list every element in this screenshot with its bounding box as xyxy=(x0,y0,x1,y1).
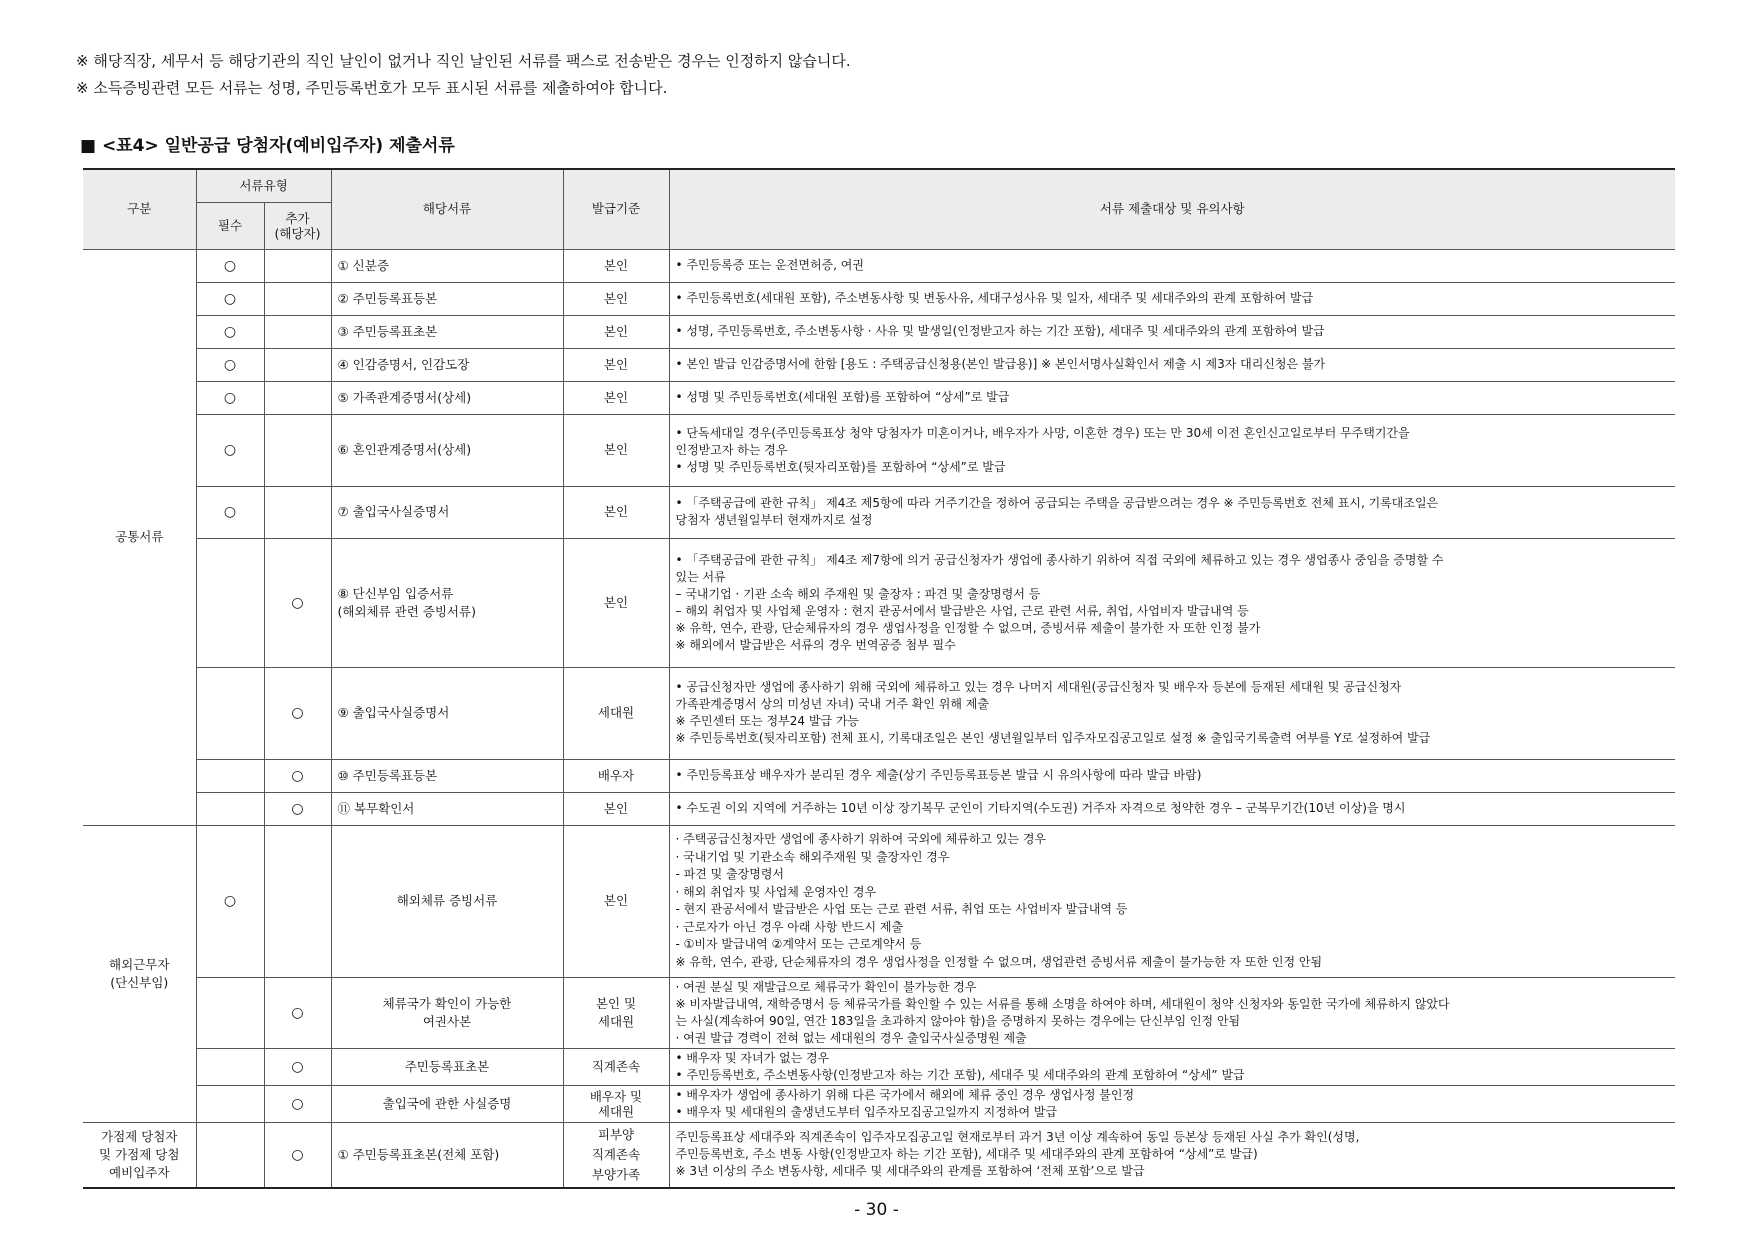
description: • 주민등록증 또는 운전면허증, 여권 xyxy=(669,249,1675,282)
description: • 배우자 및 자녀가 없는 경우 • 주민등록번호, 주소변동사항(인정받고자 하는 기간 포함), 세대주 및 세대주와의 관계 포함하여 “상세” 발급 xyxy=(669,1048,1675,1085)
table-row xyxy=(83,977,1675,1048)
note-2: ※ 소득증빙관련 모든 서류는 성명, 주민등록번호가 모두 표시된 서류를 제출하여야 합니다. xyxy=(76,79,668,97)
additional-cell xyxy=(264,249,331,282)
document-name: 출입국에 관한 사실증명 xyxy=(331,1085,563,1122)
table-row xyxy=(83,381,1675,414)
issuer: 본인 xyxy=(563,249,669,282)
issuer: 배우자 및 세대원 xyxy=(563,1085,669,1122)
required-mark: ○ xyxy=(196,414,264,486)
table-row xyxy=(83,414,1675,486)
description: 주민등록표상 세대주와 직계존속이 입주자모집공고일 현재로부터 과거 3년 이상 계속하여 동일 등본상 등재된 사실 추가 확인(성명, 주민등록번호, 주소 변동 사항(인정받고자 하는 기간 포함), 세대주 및 세대주와의 관계 포함하여 “상세”로 발급) ※ 3년 이상의 주소 변동사항, 세대주 및 세대주와의 관계를 포함하여 ‘전체 포함’으로 발급 xyxy=(669,1122,1675,1188)
issuer: 본인 xyxy=(563,315,669,348)
group-overseas: 해외근무자 (단신부임) xyxy=(83,825,196,1122)
description: • 「주택공급에 관한 규칙」 제4조 제5항에 따라 거주기간을 정하여 공급되는 주택을 공급받으려는 경우 ※ 주민등록번호 전체 표시, 기록대조일은 당첨자 생년월일부터 현재까지로 설정 xyxy=(669,486,1675,538)
required-mark: ○ xyxy=(196,486,264,538)
header-doc-type: 서류유형 xyxy=(196,169,331,202)
issuer: 본인 및 세대원 xyxy=(563,977,669,1048)
description: · 주택공급신청자만 생업에 종사하기 위하여 국외에 체류하고 있는 경우 · 국내기업 및 기관소속 해외주재원 및 출장자인 경우 - 파견 및 출장명령서 · 해외 취업자 및 사업체 운영자인 경우 - 현지 관공서에서 발급받은 사업 또는 근로 관련 서류, 취업 또는 사업비자 발급내역 등 · 근로자가 아닌 경우 아래 사항 반드시 제출 - ①비자 발급내역 ②계약서 또는 근로계약서 등 ※ 유학, 연수, 관광, 단순체류자의 경우 생업사정을 인정할 수 없으며, 생업관련 증빙서류 제출이 불가능한 자 또한 인정 안됨 xyxy=(669,825,1675,977)
document-name: ⑨ 출입국사실증명서 xyxy=(331,667,563,759)
issuer: 본인 xyxy=(563,792,669,825)
description: • 성명 및 주민등록번호(세대원 포함)를 포함하여 “상세”로 발급 xyxy=(669,381,1675,414)
issuer: 본인 xyxy=(563,414,669,486)
required-cell xyxy=(196,977,264,1048)
table-row xyxy=(83,486,1675,538)
notes xyxy=(76,48,851,102)
additional-mark: ○ xyxy=(264,977,331,1048)
additional-cell xyxy=(264,315,331,348)
header-issuer: 발급기준 xyxy=(563,169,669,249)
group-common: 공통서류 xyxy=(83,249,196,825)
additional-cell xyxy=(264,414,331,486)
document-name: ⑩ 주민등록표등본 xyxy=(331,759,563,792)
table-row xyxy=(83,315,1675,348)
document-name: ④ 인감증명서, 인감도장 xyxy=(331,348,563,381)
required-mark: ○ xyxy=(196,315,264,348)
document-name: 주민등록표초본 xyxy=(331,1048,563,1085)
additional-mark: ○ xyxy=(264,667,331,759)
document-name: ⑦ 출입국사실증명서 xyxy=(331,486,563,538)
required-cell xyxy=(196,667,264,759)
description: • 「주택공급에 관한 규칙」 제4조 제7항에 의거 공급신청자가 생업에 종사하기 위하여 직접 국외에 체류하고 있는 경우 생업종사 중임을 증명할 수 있는 서류 – 국내기업 · 기관 소속 해외 주재원 및 출장자 : 파견 및 출장명령서 등 – 해외 취업자 및 사업체 운영자 : 현지 관공서에서 발급받은 사업, 근로 관련 서류, 취업, 사업비자 발급내역 등 ※ 유학, 연수, 관광, 단순체류자의 경우 생업사정을 인정할 수 없으며, 증빙서류 제출이 불가한 자 또한 인정 불가 ※ 해외에서 발급받은 서류의 경우 번역공증 첨부 필수 xyxy=(669,538,1675,667)
table-row xyxy=(83,249,1675,282)
section-title: ■ <표4> 일반공급 당첨자(예비입주자) 제출서류 xyxy=(80,136,455,156)
header-document: 해당서류 xyxy=(331,169,563,249)
group-parttime: 가점제 당첨자 및 가점제 당첨 예비입주자 xyxy=(83,1122,196,1188)
required-mark: ○ xyxy=(196,249,264,282)
required-mark: ○ xyxy=(196,282,264,315)
issuer: 세대원 xyxy=(563,667,669,759)
document-name: ⑪ 복무확인서 xyxy=(331,792,563,825)
header-required: 필수 xyxy=(196,202,264,249)
description: • 공급신청자만 생업에 종사하기 위해 국외에 체류하고 있는 경우 나머지 세대원(공급신청자 및 배우자 등본에 등재된 세대원 및 공급신청자 가족관계증명서 상의 미성년 자녀) 국내 거주 확인 위해 제출 ※ 주민센터 또는 정부24 발급 가능 ※ 주민등록번호(뒷자리포함) 전체 표시, 기록대조일은 본인 생년월일부터 입주자모집공고일로 설정 ※ 출입국기록출력 여부를 Y로 설정하여 발급 xyxy=(669,667,1675,759)
document-name: ③ 주민등록표초본 xyxy=(331,315,563,348)
description: • 본인 발급 인감증명서에 한함 [용도 : 주택공급신청용(본인 발급용)] ※ 본인서명사실확인서 제출 시 제3자 대리신청은 불가 xyxy=(669,348,1675,381)
header-additional: 추가 (해당자) xyxy=(264,202,331,249)
issuer: 본인 xyxy=(563,348,669,381)
additional-mark: ○ xyxy=(264,792,331,825)
header-row-1 xyxy=(83,169,1675,202)
issuer: 본인 xyxy=(563,282,669,315)
issuer: 직계존속 xyxy=(563,1048,669,1085)
document-name: ⑥ 혼인관계증명서(상세) xyxy=(331,414,563,486)
description: • 주민등록번호(세대원 포함), 주소변동사항 및 변동사유, 세대구성사유 및 일자, 세대주 및 세대주와의 관계 포함하여 발급 xyxy=(669,282,1675,315)
issuer: 본인 xyxy=(563,538,669,667)
description: • 단독세대일 경우(주민등록표상 청약 당첨자가 미혼이거나, 배우자가 사망, 이혼한 경우) 또는 만 30세 이전 혼인신고일로부터 무주택기간을 인정받고자 하는 경우 • 성명 및 주민등록번호(뒷자리포함)를 포함하여 “상세”로 발급 xyxy=(669,414,1675,486)
additional-cell xyxy=(264,381,331,414)
document-name: 체류국가 확인이 가능한 여권사본 xyxy=(331,977,563,1048)
required-cell xyxy=(196,759,264,792)
table-row xyxy=(83,792,1675,825)
document-name: ⑧ 단신부임 입증서류 (해외체류 관련 증빙서류) xyxy=(331,538,563,667)
additional-cell xyxy=(264,825,331,977)
note-1: ※ 해당직장, 세무서 등 해당기관의 직인 날인이 없거나 직인 날인된 서류를 팩스로 전송받은 경우는 인정하지 않습니다. xyxy=(76,52,851,70)
document-name: ② 주민등록표등본 xyxy=(331,282,563,315)
document-name: 해외체류 증빙서류 xyxy=(331,825,563,977)
required-mark: ○ xyxy=(196,348,264,381)
description: • 성명, 주민등록번호, 주소변동사항 · 사유 및 발생일(인정받고자 하는 기간 포함), 세대주 및 세대주와의 관계 포함하여 발급 xyxy=(669,315,1675,348)
additional-mark: ○ xyxy=(264,1085,331,1122)
additional-cell xyxy=(264,486,331,538)
required-cell xyxy=(196,538,264,667)
additional-cell xyxy=(264,282,331,315)
required-cell xyxy=(196,1085,264,1122)
table-row xyxy=(83,538,1675,667)
table-row xyxy=(83,1122,1675,1188)
additional-mark: ○ xyxy=(264,538,331,667)
description: • 수도권 이외 지역에 거주하는 10년 이상 장기복무 군인이 기타지역(수도권) 거주자 자격으로 청약한 경우 – 군복무기간(10년 이상)을 명시 xyxy=(669,792,1675,825)
header-notes: 서류 제출대상 및 유의사항 xyxy=(669,169,1675,249)
documents-table xyxy=(83,168,1675,1189)
table-row xyxy=(83,1085,1675,1122)
document-name: ⑤ 가족관계증명서(상세) xyxy=(331,381,563,414)
issuer: 본인 xyxy=(563,825,669,977)
required-cell xyxy=(196,1048,264,1085)
description: • 배우자가 생업에 종사하기 위해 다른 국가에서 해외에 체류 중인 경우 생업사정 불인정 • 배우자 및 세대원의 출생년도부터 입주자모집공고일까지 지정하여 발급 xyxy=(669,1085,1675,1122)
header-category: 구분 xyxy=(83,169,196,249)
table-row xyxy=(83,825,1675,977)
issuer: 피부양 직계존속 부양가족 xyxy=(563,1122,669,1188)
required-mark: ○ xyxy=(196,381,264,414)
additional-cell xyxy=(264,348,331,381)
issuer: 본인 xyxy=(563,486,669,538)
table-row xyxy=(83,759,1675,792)
required-mark: ○ xyxy=(196,825,264,977)
table-row xyxy=(83,348,1675,381)
additional-mark: ○ xyxy=(264,1048,331,1085)
description: • 주민등록표상 배우자가 분리된 경우 제출(상기 주민등록표등본 발급 시 유의사항에 따라 발급 바람) xyxy=(669,759,1675,792)
required-cell xyxy=(196,1122,264,1188)
additional-mark: ○ xyxy=(264,759,331,792)
table-row xyxy=(83,667,1675,759)
page-number: - 30 - xyxy=(854,1200,899,1220)
issuer: 배우자 xyxy=(563,759,669,792)
document-name: ① 신분증 xyxy=(331,249,563,282)
table-row xyxy=(83,1048,1675,1085)
table-row xyxy=(83,282,1675,315)
document-name: ① 주민등록표초본(전체 포함) xyxy=(331,1122,563,1188)
required-cell xyxy=(196,792,264,825)
description: · 여권 분실 및 재발급으로 체류국가 확인이 불가능한 경우 ※ 비자발급내역, 재학증명서 등 체류국가를 확인할 수 있는 서류를 통해 소명을 하여야 하며, 세대원이 청약 신청자와 동일한 국가에 체류하지 않았다 는 사실(계속하여 90일, 연간 183일을 초과하지 않아야 함)을 증명하지 못하는 경우에는 단신부임 인정 안됨 · 여권 발급 경력이 전혀 없는 세대원의 경우 출입국사실증명원 제출 xyxy=(669,977,1675,1048)
additional-mark: ○ xyxy=(264,1122,331,1188)
issuer: 본인 xyxy=(563,381,669,414)
